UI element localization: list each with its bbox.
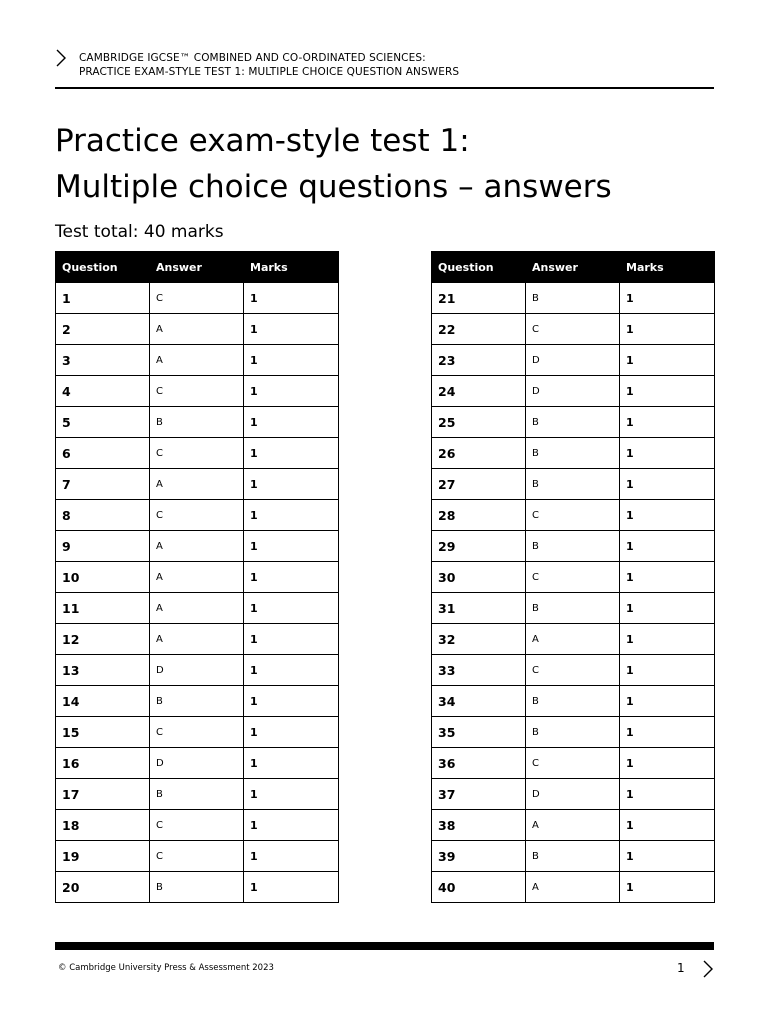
- question-number: 10: [56, 562, 150, 593]
- table-row: [432, 314, 715, 345]
- answer-letter: B: [526, 469, 620, 500]
- answer-letter: C: [526, 748, 620, 779]
- answer-letter: C: [150, 810, 244, 841]
- table-row: [56, 500, 339, 531]
- page-title-line-2: Multiple choice questions – answers: [55, 169, 612, 205]
- table-row: [432, 872, 715, 903]
- question-number: 34: [432, 686, 526, 717]
- table-row: [56, 841, 339, 872]
- header-line-2: PRACTICE EXAM-STYLE TEST 1: MULTIPLE CHOICE QUESTION ANSWERS: [79, 66, 460, 78]
- table-row: [432, 562, 715, 593]
- marks-value: 1: [244, 872, 339, 903]
- table-row: [432, 376, 715, 407]
- table-row: [56, 624, 339, 655]
- marks-value: 1: [620, 376, 715, 407]
- column-header-question: Question: [432, 252, 526, 283]
- marks-value: 1: [620, 407, 715, 438]
- answer-letter: C: [526, 655, 620, 686]
- marks-value: 1: [244, 407, 339, 438]
- table-row: [56, 717, 339, 748]
- answer-letter: B: [526, 717, 620, 748]
- question-number: 39: [432, 841, 526, 872]
- marks-value: 1: [620, 841, 715, 872]
- marks-value: 1: [620, 810, 715, 841]
- column-header-marks: Marks: [620, 252, 715, 283]
- marks-value: 1: [620, 531, 715, 562]
- answer-letter: C: [526, 562, 620, 593]
- test-total: Test total: 40 marks: [55, 222, 224, 242]
- table-row: [432, 686, 715, 717]
- marks-value: 1: [244, 810, 339, 841]
- answer-letter: C: [526, 314, 620, 345]
- answer-letter: A: [150, 345, 244, 376]
- marks-value: 1: [244, 438, 339, 469]
- answer-letter: C: [150, 500, 244, 531]
- answer-letter: C: [526, 500, 620, 531]
- chevron-right-icon: [55, 49, 67, 67]
- marks-value: 1: [620, 500, 715, 531]
- answer-letter: C: [150, 438, 244, 469]
- table-row: [56, 531, 339, 562]
- question-number: 17: [56, 779, 150, 810]
- table-row: [56, 407, 339, 438]
- question-number: 1: [56, 283, 150, 314]
- answer-letter: B: [150, 407, 244, 438]
- table-row: [56, 438, 339, 469]
- marks-value: 1: [244, 655, 339, 686]
- question-number: 33: [432, 655, 526, 686]
- question-number: 3: [56, 345, 150, 376]
- table-row: [432, 531, 715, 562]
- question-number: 27: [432, 469, 526, 500]
- question-number: 37: [432, 779, 526, 810]
- marks-value: 1: [244, 562, 339, 593]
- question-number: 21: [432, 283, 526, 314]
- marks-value: 1: [244, 841, 339, 872]
- copyright-notice: © Cambridge University Press & Assessment 2023: [58, 963, 274, 973]
- question-number: 25: [432, 407, 526, 438]
- question-number: 2: [56, 314, 150, 345]
- column-header-answer: Answer: [150, 252, 244, 283]
- question-number: 29: [432, 531, 526, 562]
- answer-letter: B: [526, 283, 620, 314]
- marks-value: 1: [620, 469, 715, 500]
- answer-letter: B: [150, 686, 244, 717]
- question-number: 32: [432, 624, 526, 655]
- marks-value: 1: [244, 748, 339, 779]
- question-number: 6: [56, 438, 150, 469]
- answer-letter: D: [526, 779, 620, 810]
- question-number: 31: [432, 593, 526, 624]
- table-row: [56, 872, 339, 903]
- question-number: 26: [432, 438, 526, 469]
- table-row: [56, 655, 339, 686]
- table-row: [432, 345, 715, 376]
- answer-letter: C: [150, 283, 244, 314]
- answer-letter: C: [150, 717, 244, 748]
- answer-letter: B: [150, 872, 244, 903]
- marks-value: 1: [620, 438, 715, 469]
- question-number: 20: [56, 872, 150, 903]
- table-row: [56, 345, 339, 376]
- table-row: [56, 376, 339, 407]
- answer-letter: A: [526, 872, 620, 903]
- question-number: 18: [56, 810, 150, 841]
- answer-letter: A: [150, 624, 244, 655]
- table-row: [56, 283, 339, 314]
- marks-value: 1: [244, 376, 339, 407]
- marks-value: 1: [244, 469, 339, 500]
- question-number: 16: [56, 748, 150, 779]
- marks-value: 1: [620, 283, 715, 314]
- question-number: 24: [432, 376, 526, 407]
- column-header-answer: Answer: [526, 252, 620, 283]
- table-row: [432, 283, 715, 314]
- question-number: 8: [56, 500, 150, 531]
- question-number: 40: [432, 872, 526, 903]
- table-row: [432, 810, 715, 841]
- marks-value: 1: [244, 717, 339, 748]
- marks-value: 1: [244, 345, 339, 376]
- marks-value: 1: [244, 314, 339, 345]
- table-row: [56, 469, 339, 500]
- marks-value: 1: [620, 624, 715, 655]
- question-number: 22: [432, 314, 526, 345]
- table-row: [56, 562, 339, 593]
- answer-letter: A: [526, 810, 620, 841]
- answers-table-right: [431, 251, 715, 903]
- question-number: 7: [56, 469, 150, 500]
- answer-letter: A: [526, 624, 620, 655]
- question-number: 15: [56, 717, 150, 748]
- marks-value: 1: [620, 655, 715, 686]
- answer-letter: B: [526, 407, 620, 438]
- table-row: [432, 500, 715, 531]
- answer-letter: B: [526, 531, 620, 562]
- answers-table-left: [55, 251, 339, 903]
- question-number: 36: [432, 748, 526, 779]
- answer-letter: D: [526, 376, 620, 407]
- answer-letter: B: [526, 438, 620, 469]
- answer-letter: B: [526, 841, 620, 872]
- question-number: 9: [56, 531, 150, 562]
- running-header: [55, 49, 714, 89]
- answer-letter: A: [150, 314, 244, 345]
- answer-letter: A: [150, 593, 244, 624]
- marks-value: 1: [244, 624, 339, 655]
- question-number: 19: [56, 841, 150, 872]
- marks-value: 1: [620, 314, 715, 345]
- column-header-question: Question: [56, 252, 150, 283]
- marks-value: 1: [244, 500, 339, 531]
- question-number: 30: [432, 562, 526, 593]
- marks-value: 1: [620, 345, 715, 376]
- answer-letter: B: [526, 686, 620, 717]
- table-header-row: [56, 252, 339, 283]
- marks-value: 1: [620, 593, 715, 624]
- header-line-1: CAMBRIDGE IGCSE™ COMBINED AND CO-ORDINATED SCIENCES:: [79, 52, 426, 64]
- marks-value: 1: [620, 748, 715, 779]
- answer-letter: B: [150, 779, 244, 810]
- table-row: [432, 748, 715, 779]
- table-row: [56, 314, 339, 345]
- table-row: [432, 438, 715, 469]
- marks-value: 1: [244, 779, 339, 810]
- marks-value: 1: [620, 779, 715, 810]
- answer-letter: B: [526, 593, 620, 624]
- marks-value: 1: [620, 872, 715, 903]
- question-number: 11: [56, 593, 150, 624]
- chevron-right-icon[interactable]: [702, 960, 714, 978]
- marks-value: 1: [620, 686, 715, 717]
- question-number: 35: [432, 717, 526, 748]
- table-row: [432, 841, 715, 872]
- table-row: [432, 655, 715, 686]
- marks-value: 1: [244, 531, 339, 562]
- table-row: [432, 624, 715, 655]
- answer-letter: A: [150, 469, 244, 500]
- answer-letter: C: [150, 841, 244, 872]
- question-number: 38: [432, 810, 526, 841]
- table-header-row: [432, 252, 715, 283]
- page-number: 1: [677, 961, 685, 975]
- answer-letter: A: [150, 562, 244, 593]
- table-row: [56, 810, 339, 841]
- marks-value: 1: [244, 283, 339, 314]
- page-title-line-1: Practice exam-style test 1:: [55, 123, 470, 159]
- table-row: [56, 686, 339, 717]
- marks-value: 1: [620, 562, 715, 593]
- table-row: [432, 779, 715, 810]
- table-row: [56, 779, 339, 810]
- marks-value: 1: [244, 593, 339, 624]
- answer-letter: D: [150, 655, 244, 686]
- question-number: 14: [56, 686, 150, 717]
- marks-value: 1: [620, 717, 715, 748]
- table-row: [432, 469, 715, 500]
- question-number: 5: [56, 407, 150, 438]
- table-row: [432, 407, 715, 438]
- column-header-marks: Marks: [244, 252, 339, 283]
- answer-letter: D: [526, 345, 620, 376]
- marks-value: 1: [244, 686, 339, 717]
- question-number: 4: [56, 376, 150, 407]
- table-row: [432, 717, 715, 748]
- question-number: 28: [432, 500, 526, 531]
- answer-letter: A: [150, 531, 244, 562]
- question-number: 13: [56, 655, 150, 686]
- question-number: 12: [56, 624, 150, 655]
- question-number: 23: [432, 345, 526, 376]
- answer-letter: C: [150, 376, 244, 407]
- footer-rule: [55, 942, 714, 950]
- table-row: [56, 748, 339, 779]
- table-row: [56, 593, 339, 624]
- answer-letter: D: [150, 748, 244, 779]
- table-row: [432, 593, 715, 624]
